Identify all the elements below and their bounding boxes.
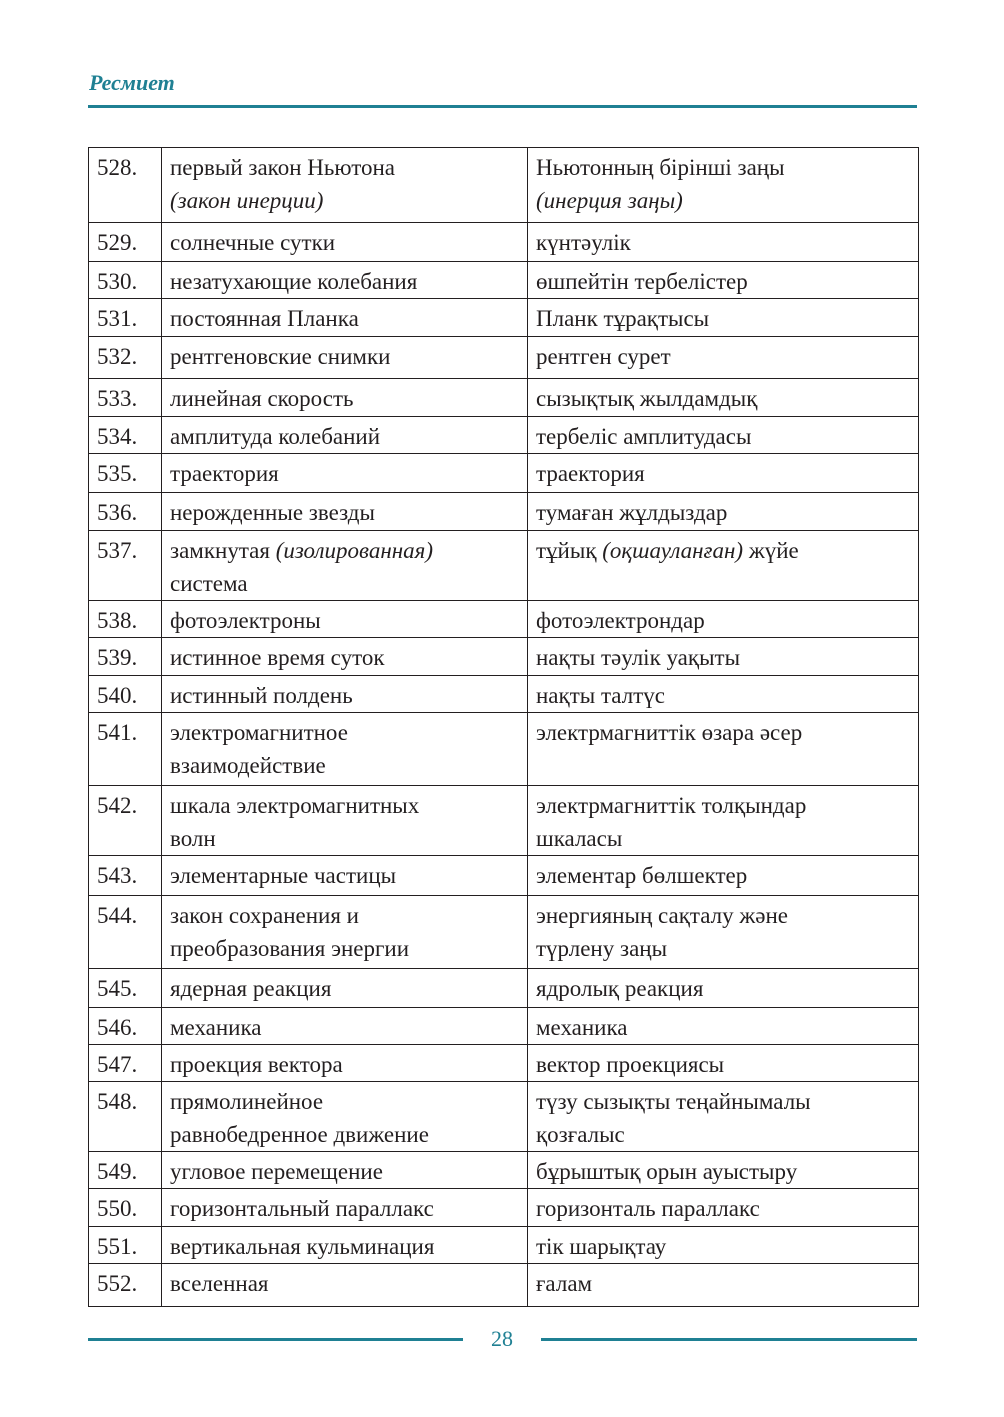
term-text: тұйық bbox=[536, 538, 603, 563]
table-row bbox=[89, 299, 919, 337]
term-text: система bbox=[170, 571, 248, 596]
page-number: 28 bbox=[491, 1326, 513, 1351]
term-text: первый закон Ньютона bbox=[170, 155, 395, 180]
running-header-title: Ресмиет bbox=[89, 70, 175, 95]
entry-number: 534. bbox=[89, 417, 162, 454]
entry-number: 533. bbox=[89, 379, 162, 417]
russian-term: фотоэлектроны bbox=[162, 601, 528, 638]
russian-term bbox=[162, 713, 528, 786]
kazakh-term bbox=[528, 896, 919, 969]
entry-number: 542. bbox=[89, 786, 162, 856]
russian-term bbox=[162, 896, 528, 969]
term-note: (изолированная) bbox=[275, 538, 433, 563]
table-row bbox=[89, 223, 919, 262]
entry-number: 550. bbox=[89, 1189, 162, 1227]
russian-term: амплитуда колебаний bbox=[162, 417, 528, 454]
russian-term bbox=[162, 786, 528, 856]
entry-number: 529. bbox=[89, 223, 162, 262]
russian-term: линейная скорость bbox=[162, 379, 528, 417]
russian-term: угловое перемещение bbox=[162, 1152, 528, 1189]
entry-number: 548. bbox=[89, 1082, 162, 1152]
entry-number: 531. bbox=[89, 299, 162, 337]
entry-number: 541. bbox=[89, 713, 162, 786]
footer-rule-left bbox=[88, 1338, 463, 1341]
russian-term bbox=[162, 1082, 528, 1152]
term-text: электрмагниттік толқындар bbox=[536, 793, 807, 818]
table-row bbox=[89, 856, 919, 896]
russian-term: незатухающие колебания bbox=[162, 262, 528, 299]
table-row bbox=[89, 531, 919, 601]
russian-term: истинный полдень bbox=[162, 676, 528, 713]
term-text: равнобедренное движение bbox=[170, 1122, 429, 1147]
table-row bbox=[89, 1227, 919, 1264]
table-row bbox=[89, 601, 919, 638]
table-row bbox=[89, 1082, 919, 1152]
term-text: Ньютонның бірінші заңы bbox=[536, 155, 785, 180]
term-text: прямолинейное bbox=[170, 1089, 324, 1114]
term-text: түзу сызықты теңайнымалы bbox=[536, 1089, 811, 1114]
term-text: шкаласы bbox=[536, 826, 623, 851]
footer-rule-right bbox=[541, 1338, 917, 1341]
russian-term: горизонтальный параллакс bbox=[162, 1189, 528, 1227]
term-text: взаимодействие bbox=[170, 753, 326, 778]
entry-number: 545. bbox=[89, 969, 162, 1008]
table-row bbox=[89, 337, 919, 379]
kazakh-term: тік шарықтау bbox=[528, 1227, 919, 1264]
entry-number: 547. bbox=[89, 1045, 162, 1082]
table-row bbox=[89, 676, 919, 713]
entry-number: 551. bbox=[89, 1227, 162, 1264]
russian-term: траектория bbox=[162, 454, 528, 493]
entry-number: 552. bbox=[89, 1264, 162, 1307]
kazakh-term: Планк тұрақтысы bbox=[528, 299, 919, 337]
russian-term: элементарные частицы bbox=[162, 856, 528, 896]
term-text: волн bbox=[170, 826, 216, 851]
entry-number: 544. bbox=[89, 896, 162, 969]
entry-number: 535. bbox=[89, 454, 162, 493]
russian-term: нерожденные звезды bbox=[162, 493, 528, 531]
russian-term: проекция вектора bbox=[162, 1045, 528, 1082]
table-row bbox=[89, 262, 919, 299]
entry-number: 528. bbox=[89, 148, 162, 223]
russian-term: рентгеновские снимки bbox=[162, 337, 528, 379]
table-row bbox=[89, 896, 919, 969]
term-text: жүйе bbox=[743, 538, 799, 563]
table-row bbox=[89, 1152, 919, 1189]
russian-term: солнечные сутки bbox=[162, 223, 528, 262]
kazakh-term: горизонталь параллакс bbox=[528, 1189, 919, 1227]
entry-number: 538. bbox=[89, 601, 162, 638]
entry-number: 543. bbox=[89, 856, 162, 896]
russian-term: истинное время суток bbox=[162, 638, 528, 676]
header-rule bbox=[88, 105, 917, 108]
entry-number: 537. bbox=[89, 531, 162, 601]
kazakh-term: тумаған жұлдыздар bbox=[528, 493, 919, 531]
table-row bbox=[89, 379, 919, 417]
kazakh-term: сызықтық жылдамдық bbox=[528, 379, 919, 417]
entry-number: 530. bbox=[89, 262, 162, 299]
kazakh-term bbox=[528, 531, 919, 601]
entry-number: 532. bbox=[89, 337, 162, 379]
table-row bbox=[89, 713, 919, 786]
kazakh-term: нақты тәулік уақыты bbox=[528, 638, 919, 676]
kazakh-term: ғалам bbox=[528, 1264, 919, 1307]
entry-number: 549. bbox=[89, 1152, 162, 1189]
kazakh-term: траектория bbox=[528, 454, 919, 493]
term-text: түрлену заңы bbox=[536, 936, 668, 961]
table-row bbox=[89, 969, 919, 1008]
entry-number: 540. bbox=[89, 676, 162, 713]
table-row bbox=[89, 417, 919, 454]
glossary-table bbox=[88, 147, 919, 1307]
russian-term: ядерная реакция bbox=[162, 969, 528, 1008]
table-row bbox=[89, 454, 919, 493]
kazakh-term: тербеліс амплитудасы bbox=[528, 417, 919, 454]
entry-number: 546. bbox=[89, 1008, 162, 1045]
table-row bbox=[89, 1264, 919, 1307]
russian-term: механика bbox=[162, 1008, 528, 1045]
kazakh-term: өшпейтін тербелістер bbox=[528, 262, 919, 299]
term-text: қозғалыс bbox=[536, 1122, 625, 1147]
kazakh-term: фотоэлектрондар bbox=[528, 601, 919, 638]
kazakh-term: электрмагниттік өзара әсер bbox=[528, 713, 919, 786]
kazakh-term: вектор проекциясы bbox=[528, 1045, 919, 1082]
table-row bbox=[89, 786, 919, 856]
table-row bbox=[89, 1045, 919, 1082]
russian-term: вертикальная кульминация bbox=[162, 1227, 528, 1264]
russian-term: постоянная Планка bbox=[162, 299, 528, 337]
term-text: электромагнитное bbox=[170, 720, 348, 745]
table-row bbox=[89, 638, 919, 676]
kazakh-term: бұрыштық орын ауыстыру bbox=[528, 1152, 919, 1189]
kazakh-term: ядролық реакция bbox=[528, 969, 919, 1008]
kazakh-term: рентген сурет bbox=[528, 337, 919, 379]
kazakh-term bbox=[528, 786, 919, 856]
table-row bbox=[89, 1189, 919, 1227]
kazakh-term: элементар бөлшектер bbox=[528, 856, 919, 896]
russian-term bbox=[162, 148, 528, 223]
table-row bbox=[89, 493, 919, 531]
russian-term bbox=[162, 531, 528, 601]
entry-number: 539. bbox=[89, 638, 162, 676]
term-note: (закон инерции) bbox=[170, 188, 324, 213]
entry-number: 536. bbox=[89, 493, 162, 531]
table-row bbox=[89, 1008, 919, 1045]
term-note: (оқшауланған) bbox=[602, 538, 744, 563]
kazakh-term bbox=[528, 1082, 919, 1152]
table-row bbox=[89, 148, 919, 223]
term-note: (инерция заңы) bbox=[536, 188, 683, 213]
kazakh-term: механика bbox=[528, 1008, 919, 1045]
term-text: шкала электромагнитных bbox=[170, 793, 420, 818]
term-text: преобразования энергии bbox=[170, 936, 410, 961]
kazakh-term bbox=[528, 148, 919, 223]
term-text: замкнутая bbox=[170, 538, 276, 563]
kazakh-term: күнтәулік bbox=[528, 223, 919, 262]
kazakh-term: нақты талтүс bbox=[528, 676, 919, 713]
term-text: закон сохранения и bbox=[170, 903, 359, 928]
term-text: энергияның сақталу және bbox=[536, 903, 788, 928]
russian-term: вселенная bbox=[162, 1264, 528, 1307]
